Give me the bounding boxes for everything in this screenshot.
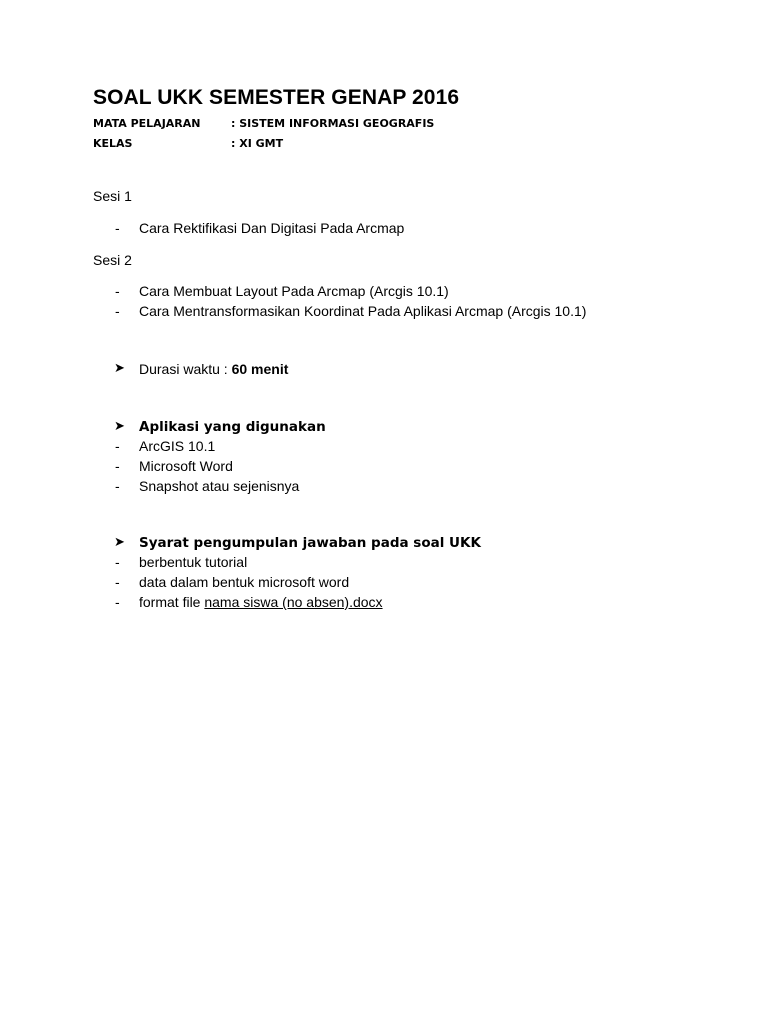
format-prefix: format file [139, 594, 205, 610]
dash-bullet: - [115, 478, 120, 494]
syarat-item: berbentuk tutorial [139, 554, 248, 570]
durasi-line [139, 361, 288, 377]
arrow-bullet-icon: ➤ [114, 361, 125, 376]
dash-bullet: - [115, 303, 120, 319]
aplikasi-heading: Aplikasi yang digunakan [139, 419, 326, 435]
arrow-bullet-icon: ➤ [114, 535, 125, 550]
aplikasi-item: ArcGIS 10.1 [139, 438, 216, 454]
kelas-label: KELAS [93, 137, 133, 150]
syarat-heading: Syarat pengumpulan jawaban pada soal UKK [139, 535, 481, 551]
format-filename: nama siswa (no absen).docx [204, 594, 383, 610]
durasi-value: 60 menit [231, 361, 289, 377]
dash-bullet: - [115, 594, 120, 610]
mapel-value: : SISTEM INFORMASI GEOGRAFIS [231, 117, 435, 130]
dash-bullet: - [115, 220, 120, 236]
sesi1-heading: Sesi 1 [93, 188, 132, 204]
sesi1-item: Cara Rektifikasi Dan Digitasi Pada Arcmap [139, 220, 405, 236]
sesi2-heading: Sesi 2 [93, 252, 132, 268]
kelas-value: : XI GMT [231, 137, 284, 150]
page-title: SOAL UKK SEMESTER GENAP 2016 [93, 86, 460, 109]
aplikasi-item: Snapshot atau sejenisnya [139, 478, 300, 494]
sesi2-item: Cara Membuat Layout Pada Arcmap (Arcgis 10.1) [139, 283, 449, 299]
dash-bullet: - [115, 574, 120, 590]
dash-bullet: - [115, 458, 120, 474]
durasi-label: Durasi waktu : [139, 361, 232, 377]
mapel-label: MATA PELAJARAN [93, 117, 201, 130]
dash-bullet: - [115, 438, 120, 454]
dash-bullet: - [115, 554, 120, 570]
aplikasi-item: Microsoft Word [139, 458, 233, 474]
dash-bullet: - [115, 283, 120, 299]
arrow-bullet-icon: ➤ [114, 419, 125, 434]
syarat-item: data dalam bentuk microsoft word [139, 574, 350, 590]
sesi2-item: Cara Mentransformasikan Koordinat Pada Aplikasi Arcmap (Arcgis 10.1) [139, 303, 587, 319]
syarat-format-line [139, 594, 383, 610]
